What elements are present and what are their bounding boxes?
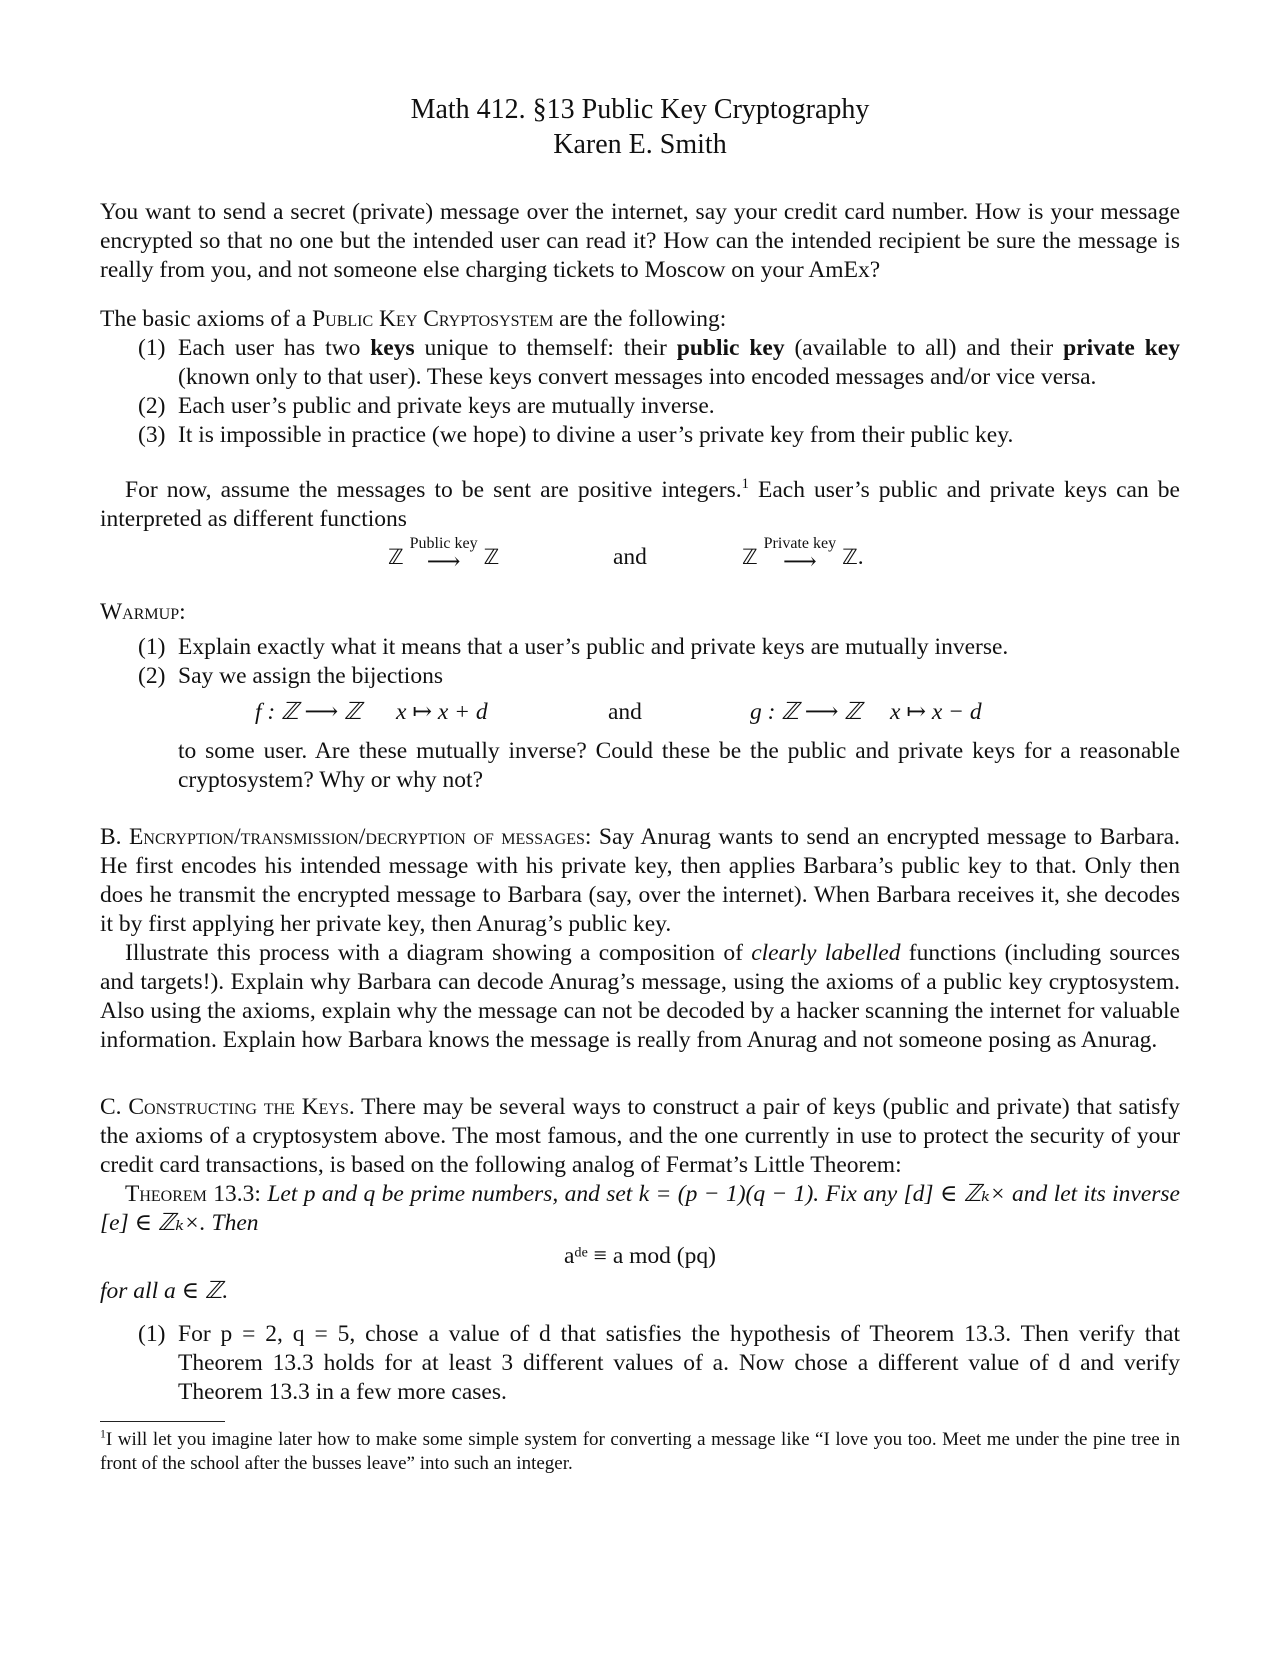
warmup-heading: Warmup: [100, 599, 186, 625]
keys-term: keys [370, 335, 415, 361]
section-b-heading: B. Encryption/transmission/decryption of messages: [100, 824, 592, 850]
key-maps-display [100, 534, 1180, 575]
axiom-number: (2) [138, 393, 166, 419]
f-rule: x ↦ x + d [396, 699, 488, 725]
integers-symbol: ℤ [742, 545, 758, 569]
theorem-quantifier: for all a ∈ ℤ. [100, 1278, 229, 1304]
g-rule: x ↦ x − d [890, 699, 982, 725]
bijections-display [100, 691, 1180, 731]
document-page [100, 92, 1180, 1476]
axiom-item [138, 421, 1180, 450]
axiom-item [138, 334, 1180, 392]
public-key-map [388, 535, 500, 575]
warmup-followup: to some user. Are these mutually inverse? Could these be the public and private keys for a reasonable cryptosystem? Why or why not? [178, 738, 1180, 793]
warmup-item [138, 633, 1180, 662]
private-key-term: private key [1063, 335, 1180, 361]
warmup-text: Say we assign the bijections [178, 663, 443, 689]
warmup-number: (2) [138, 663, 166, 689]
axioms-lead-suffix: are the following: [553, 306, 727, 332]
section-c-paragraph [100, 1093, 1180, 1180]
warmup-item [138, 662, 1180, 691]
section-b-text: Illustrate this process with a diagram showing a composition of [125, 940, 752, 966]
public-key-term: public key [676, 335, 785, 361]
section-c-heading: C. Constructing the Keys. [100, 1094, 355, 1120]
axiom-item [138, 392, 1180, 421]
footnote-reference[interactable]: 1 [741, 476, 749, 493]
axiom-text: It is impossible in practice (we hope) to divine a user’s private key from their public key. [178, 422, 1014, 448]
theorem-text: Let p and q be prime numbers, and set k = (p − 1)(q − 1). Fix any [d] ∈ ℤₖ× and let its inverse [e] ∈ ℤₖ×. Then [100, 1181, 1180, 1236]
section-b-text: Say Anurag wants to send an encrypted message to Barbara. He first encodes his intended message with his private key, then applies Barbara’s public key to that. Only then does he transmit the encrypted message to Barbara (say, over the internet). When Barbara receives it, she decodes it by first applying her private key, then Anurag’s public key. [100, 824, 1180, 937]
private-key-label: Private key [763, 535, 837, 552]
f-map: f : ℤ ⟶ ℤ [255, 699, 362, 725]
integers-symbol: ℤ [483, 545, 500, 569]
axiom-number: (3) [138, 422, 166, 448]
author-name: Karen E. Smith [553, 129, 727, 160]
section-c-text: There may be several ways to construct a pair of keys (public and private) that satisfy the axioms of a cryptosystem above. The most famous, and the one currently in use to protect the security of your credit card transactions, is based on the following analog of Fermat’s Little Theorem: [100, 1094, 1180, 1178]
axiom-text: (known only to that user). These keys convert messages into encoded messages and/or vice versa. [178, 364, 1097, 390]
exercise-number: (1) [138, 1321, 166, 1347]
warmup-list [100, 633, 1180, 691]
bijections-conjunction: and [608, 699, 642, 725]
exercise-list [100, 1320, 1180, 1407]
axioms-lead-term: Public Key Cryptosystem [312, 306, 554, 332]
section-b-paragraph-2 [100, 939, 1180, 1055]
maps-conjunction: and [613, 544, 647, 570]
footnote-text: I will let you imagine later how to make some simple system for converting a message like “I love you too. Meet me under the pine tree in front of the school after the busses leave” into such an integer. [100, 1429, 1180, 1474]
section-b-text: functions (including sources and targets!). Explain why Barbara can decode Anurag’s message, using the axioms of a public key cryptosystem. Also using the axioms, explain why the message can not be decoded by a hacker scanning the internet for valuable information. Explain how Barbara knows the message is really from Anurag and not someone posing as Anurag. [100, 940, 1180, 1053]
private-key-map [742, 535, 864, 575]
warmup-text: Explain exactly what it means that a user’s public and private keys are mutually inverse. [178, 634, 1009, 660]
emphasis-text: clearly labelled [751, 940, 901, 966]
arrow-icon: ⟶ [426, 549, 461, 575]
warmup-number: (1) [138, 634, 166, 660]
functions-paragraph [100, 476, 1180, 534]
public-key-arrow [409, 535, 478, 575]
arrow-icon: ⟶ [783, 549, 817, 575]
axioms-list [100, 334, 1180, 450]
integers-symbol: ℤ [388, 545, 404, 569]
axiom-text: Each user has two [178, 335, 371, 361]
intro-paragraph: You want to send a secret (private) message over the internet, say your credit card number. How is your message encrypted so that no one but the intended user can read it? How can the intended recipient be sure the message is really from you, and not someone else charging tickets to Moscow on your AmEx? [100, 199, 1180, 283]
footnote [100, 1428, 1180, 1476]
map-period: . [857, 544, 864, 570]
axiom-text: Each user’s public and private keys are mutually inverse. [178, 393, 715, 419]
axiom-text: unique to themself: their [414, 335, 677, 361]
functions-text: For now, assume the messages to be sent are positive integers. [125, 477, 742, 503]
footnote-divider [100, 1421, 225, 1422]
functions-text: Each user’s public and private keys can be interpreted as different functions [100, 477, 1180, 532]
g-map: g : ℤ ⟶ ℤ [750, 699, 862, 725]
footnote-mark: 1 [100, 1427, 106, 1441]
axioms-lead [100, 305, 1180, 334]
private-key-arrow [763, 535, 837, 575]
axiom-number: (1) [138, 335, 166, 361]
theorem-label: Theorem 13.3: [125, 1181, 261, 1207]
integers-symbol: ℤ [842, 545, 858, 569]
exercise-item [138, 1320, 1180, 1407]
section-b-paragraph [100, 823, 1180, 939]
page-title: Math 412. §13 Public Key Cryptography [410, 94, 870, 125]
public-key-label: Public key [409, 535, 478, 552]
exercise-text: For p = 2, q = 5, chose a value of d that satisfies the hypothesis of Theorem 13.3. Then verify that Theorem 13.3 holds for at least 3 different values of a. Now chose a different value of d and verify Theorem 13.3 in a few more cases. [178, 1321, 1180, 1405]
axiom-text: (available to all) and their [784, 335, 1064, 361]
theorem-equation: aᵈᵉ ≡ a mod (pq) [564, 1243, 716, 1269]
axioms-lead-prefix: The basic axioms of a [100, 306, 313, 332]
theorem-statement [100, 1180, 1180, 1238]
